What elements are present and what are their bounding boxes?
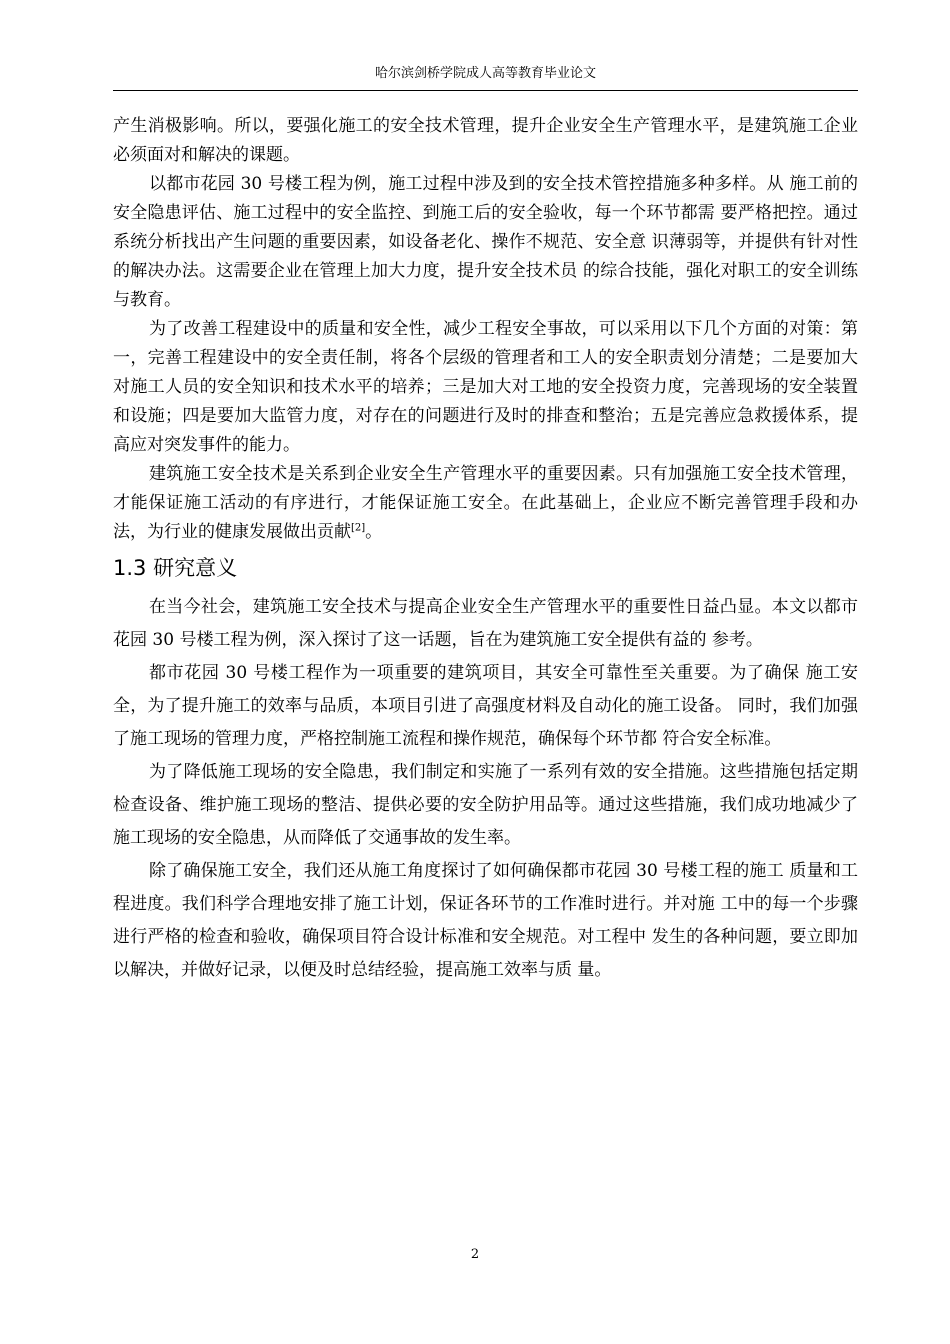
paragraph xyxy=(113,460,858,547)
header-divider xyxy=(113,90,858,91)
paragraph: 为了降低施工现场的安全隐患，我们制定和实施了一系列有效的安全措施。这些措施包括定期检查设备、维护施工现场的整洁、提供必要的安全防护用品等。通过这些措施，我们成功地减少了施工现场的安全隐患，从而降低了交通事故的发生率。 xyxy=(113,762,858,848)
paragraph: 为了改善工程建设中的质量和安全性，减少工程安全事故，可以采用以下几个方面的对策：第一，完善工程建设中的安全责任制，将各个层级的管理者和工人的安全职责划分清楚；二是要加大对施工人员的安全知识和技术水平的培养；三是加大对工地的安全投资力度，完善现场的安全装置和设施；四是要加大监管力度，对存在的问题进行及时的排查和整治；五是完善应急救援体系，提高应对突发事件的能力。 xyxy=(113,319,858,455)
section-heading: 1.3 研究意义 xyxy=(113,556,238,580)
running-header: 哈尔滨剑桥学院成人高等教育毕业论文 xyxy=(374,66,596,81)
citation-ref[interactable]: [2] xyxy=(351,522,366,534)
paragraph: 都市花园 30 号楼工程作为一项重要的建筑项目，其安全可靠性至关重要。为了确保 施工安全，为了提升施工的效率与品质，本项目引进了高强度材料及自动化的施工设备。 同时，我们加强了施工现场的管理力度，严格控制施工流程和操作规范，确保每个环节都 符合安全标准。 xyxy=(113,663,858,749)
paragraph: 除了确保施工安全，我们还从施工角度探讨了如何确保都市花园 30 号楼工程的施工 质量和工程进度。我们科学合理地安排了施工计划，保证各环节的工作准时进行。并对施 工中的每一个步骤进行严格的检查和验收，确保项目符合设计标准和安全规范。对工程中 发生的各种问题，要立即加以解决，并做好记录，以便及时总结经验，提高施工效率与质 量。 xyxy=(113,861,858,980)
body-text xyxy=(113,112,858,987)
paragraph: 以都市花园 30 号楼工程为例，施工过程中涉及到的安全技术管控措施多种多样。从 施工前的安全隐患评估、施工过程中的安全监控、到施工后的安全验收，每一个环节都需 要严格把控。通过系统分析找出产生问题的重要因素，如设备老化、操作不规范、安全意 识薄弱等，并提供有针对性的解决办法。这需要企业在管理上加大力度，提升安全技术员 的综合技能，强化对职工的安全训练与教育。 xyxy=(113,174,858,310)
page-number: 2 xyxy=(470,1247,480,1262)
paragraph-text: 建筑施工安全技术是关系到企业安全生产管理水平的重要因素。只有加强施工安全技术管理，才能保证施工活动的有序进行，才能保证施工安全。在此基础上，企业应不断完善管理手段和办法，为行业的健康发展做出贡献 xyxy=(113,464,858,542)
paragraph-end: 。 xyxy=(365,522,383,542)
paragraph: 在当今社会，建筑施工安全技术与提高企业安全生产管理水平的重要性日益凸显。本文以都市花园 30 号楼工程为例，深入探讨了这一话题，旨在为建筑施工安全提供有益的 参考。 xyxy=(113,597,858,650)
paragraph: 产生消极影响。所以，要强化施工的安全技术管理，提升企业安全生产管理水平，是建筑施工企业必须面对和解决的课题。 xyxy=(113,116,858,165)
